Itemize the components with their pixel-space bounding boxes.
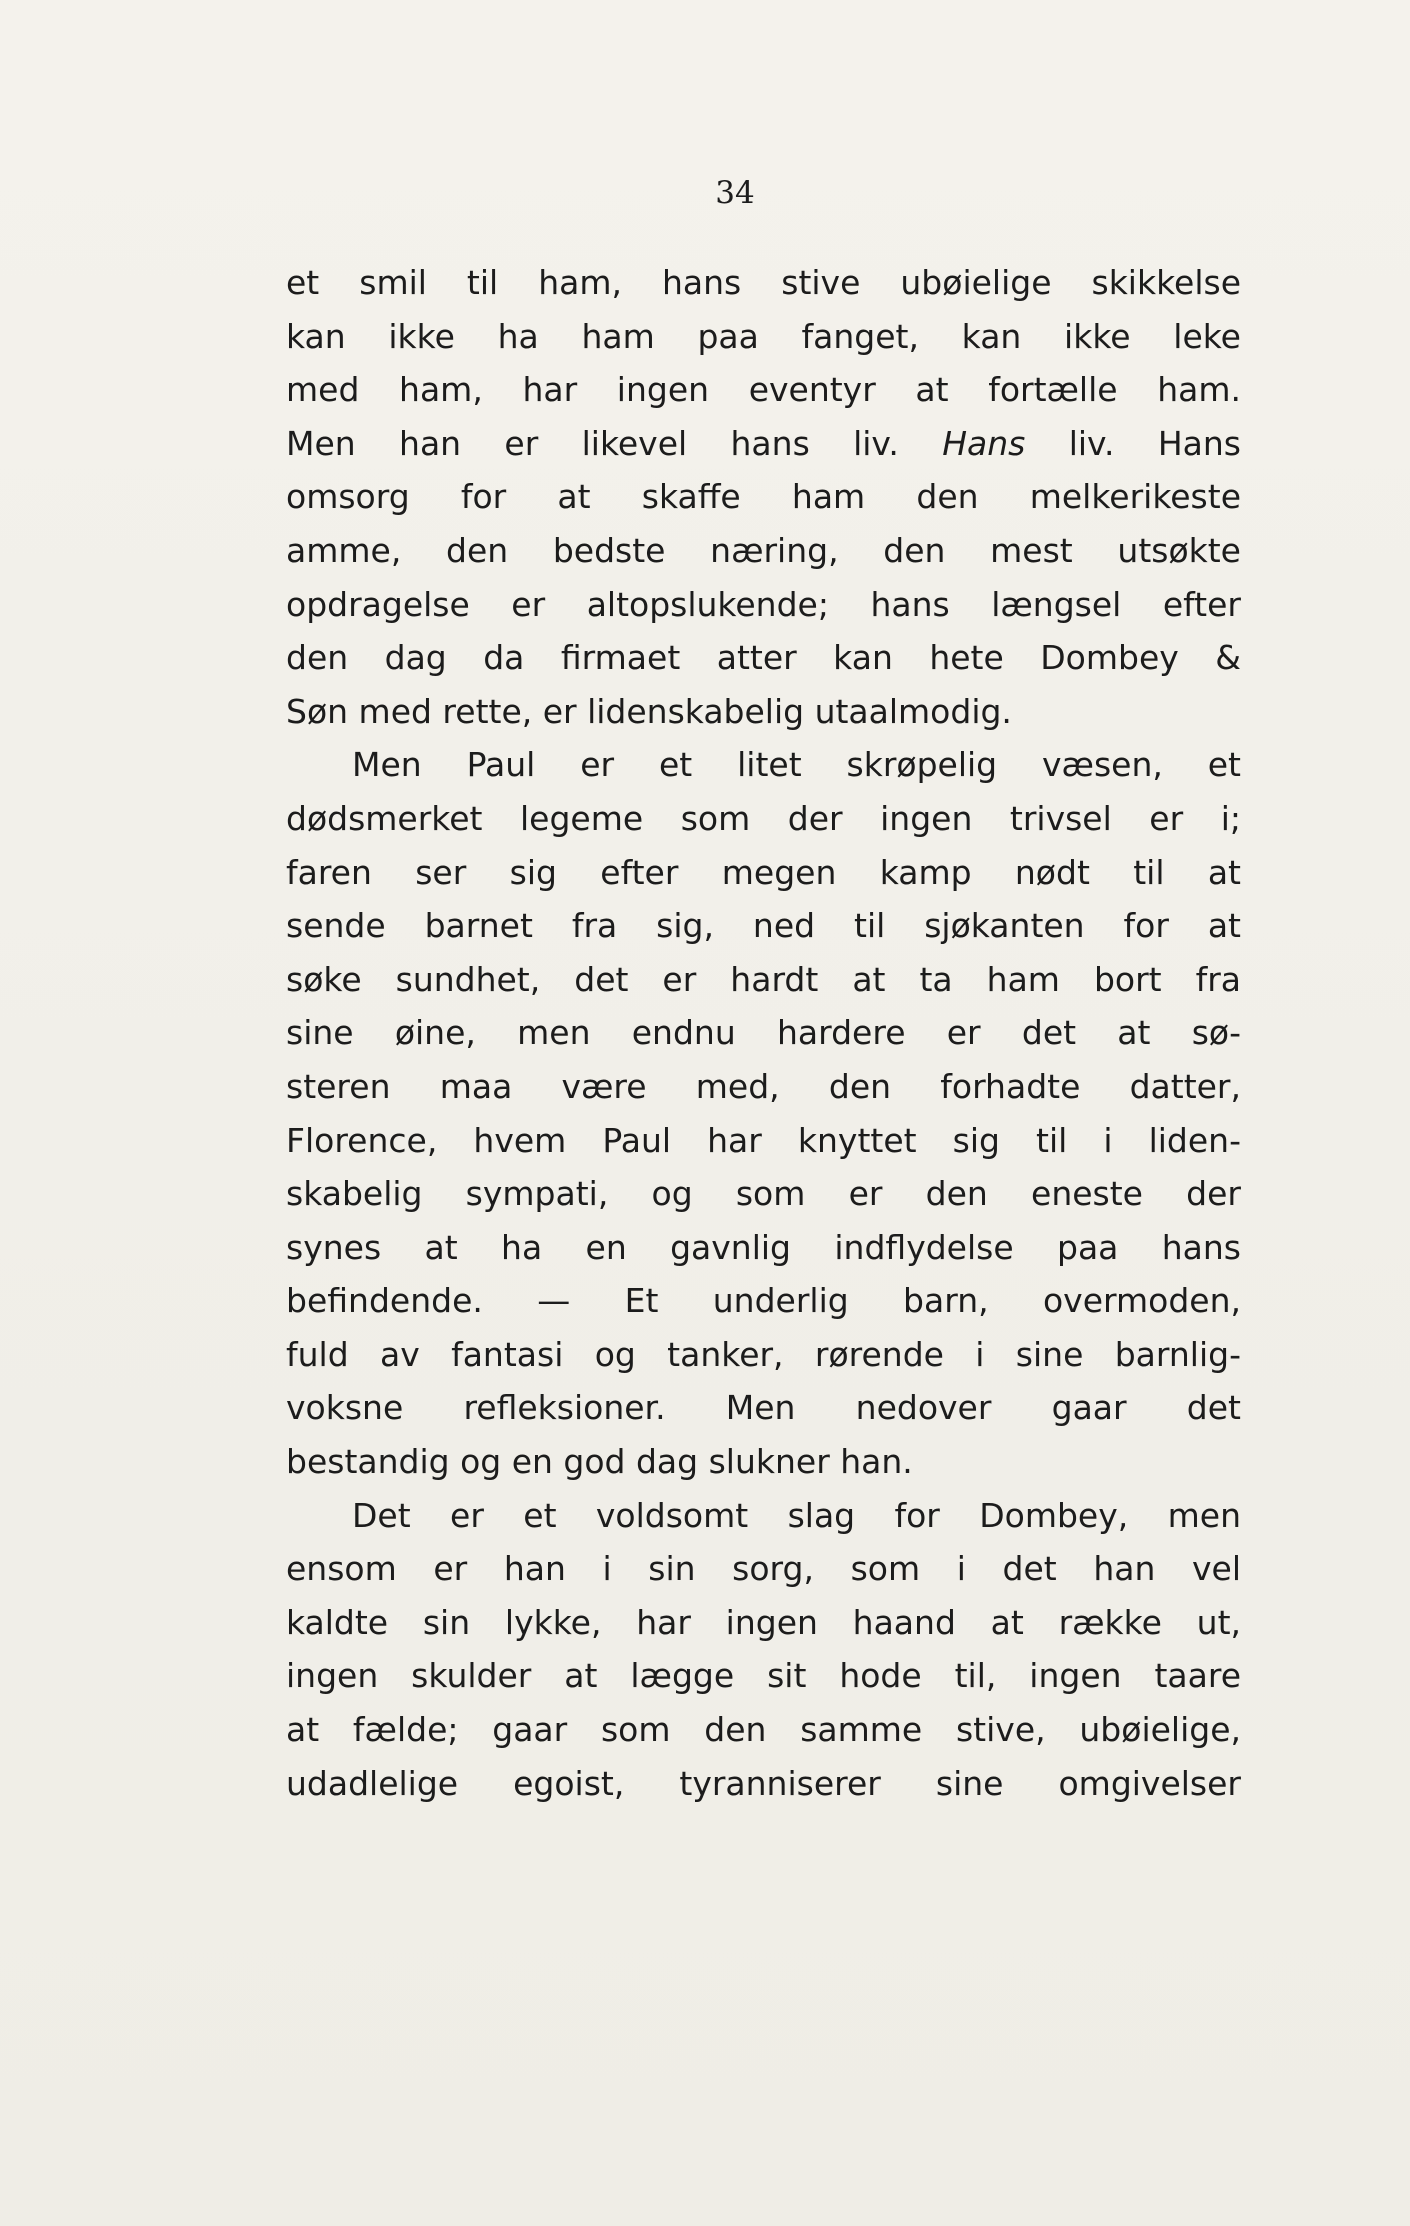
text-line: søke sundhet, det er hardt at ta ham bort fra bbox=[286, 959, 1241, 999]
text-line: Florence, hvem Paul har knyttet sig til i liden- bbox=[286, 1120, 1241, 1160]
text-line: ensom er han i sin sorg, som i det han vel bbox=[286, 1549, 1241, 1589]
text-line: synes at ha en gavnlig indflydelse paa hans bbox=[286, 1227, 1241, 1267]
text-line: amme, den bedste næring, den mest utsøkte bbox=[286, 530, 1241, 570]
text-line bbox=[286, 417, 1241, 471]
text-line: dødsmerket legeme som der ingen trivsel er i; bbox=[286, 798, 1241, 838]
text-line: omsorg for at skaffe ham den melkerikeste bbox=[286, 477, 1241, 517]
text-line: faren ser sig efter megen kamp nødt til at bbox=[286, 852, 1241, 892]
emphasized-word: Hans bbox=[942, 423, 1026, 463]
text-line: kan ikke ha ham paa fanget, kan ikke leke bbox=[286, 316, 1241, 356]
text-line: sende barnet fra sig, ned til sjøkanten for at bbox=[286, 906, 1241, 946]
body-text bbox=[286, 256, 1241, 1810]
text-line: opdragelse er altopslukende; hans længsel efter bbox=[286, 584, 1241, 624]
text-line: steren maa være med, den forhadte datter, bbox=[286, 1066, 1241, 1106]
text-line: med ham, har ingen eventyr at fortælle ham. bbox=[286, 370, 1241, 410]
text-line: Det er et voldsomt slag for Dombey, men bbox=[352, 1495, 1241, 1535]
text-line: et smil til ham, hans stive ubøielige skikkelse bbox=[286, 263, 1241, 302]
text-line: sine øine, men endnu hardere er det at sø- bbox=[286, 1013, 1241, 1053]
text-line: Men Paul er et litet skrøpelig væsen, et bbox=[352, 745, 1241, 785]
text-line: den dag da firmaet atter kan hete Dombey & bbox=[286, 638, 1241, 678]
text-line: befindende. — Et underlig barn, overmoden, bbox=[286, 1281, 1241, 1321]
text-fragment: liv. Hans bbox=[1025, 423, 1241, 463]
text-line: kaldte sin lykke, har ingen haand at række ut, bbox=[286, 1602, 1241, 1642]
text-line: bestandig og en god dag slukner han. bbox=[286, 1442, 913, 1482]
text-line: udadlelige egoist, tyranniserer sine omgivelser bbox=[286, 1763, 1241, 1803]
text-line: at fælde; gaar som den samme stive, ubøielige, bbox=[286, 1710, 1241, 1750]
text-fragment: Men han er likevel hans liv. bbox=[286, 423, 943, 463]
text-line: fuld av fantasi og tanker, rørende i sine barnlig- bbox=[286, 1334, 1241, 1374]
text-line: ingen skulder at lægge sit hode til, ingen taare bbox=[286, 1656, 1241, 1696]
text-line: Søn med rette, er lidenskabelig utaalmodig. bbox=[286, 691, 1012, 731]
text-line: skabelig sympati, og som er den eneste der bbox=[286, 1174, 1241, 1214]
page-number: 34 bbox=[715, 175, 755, 211]
text-line: voksne refleksioner. Men nedover gaar det bbox=[286, 1388, 1241, 1428]
